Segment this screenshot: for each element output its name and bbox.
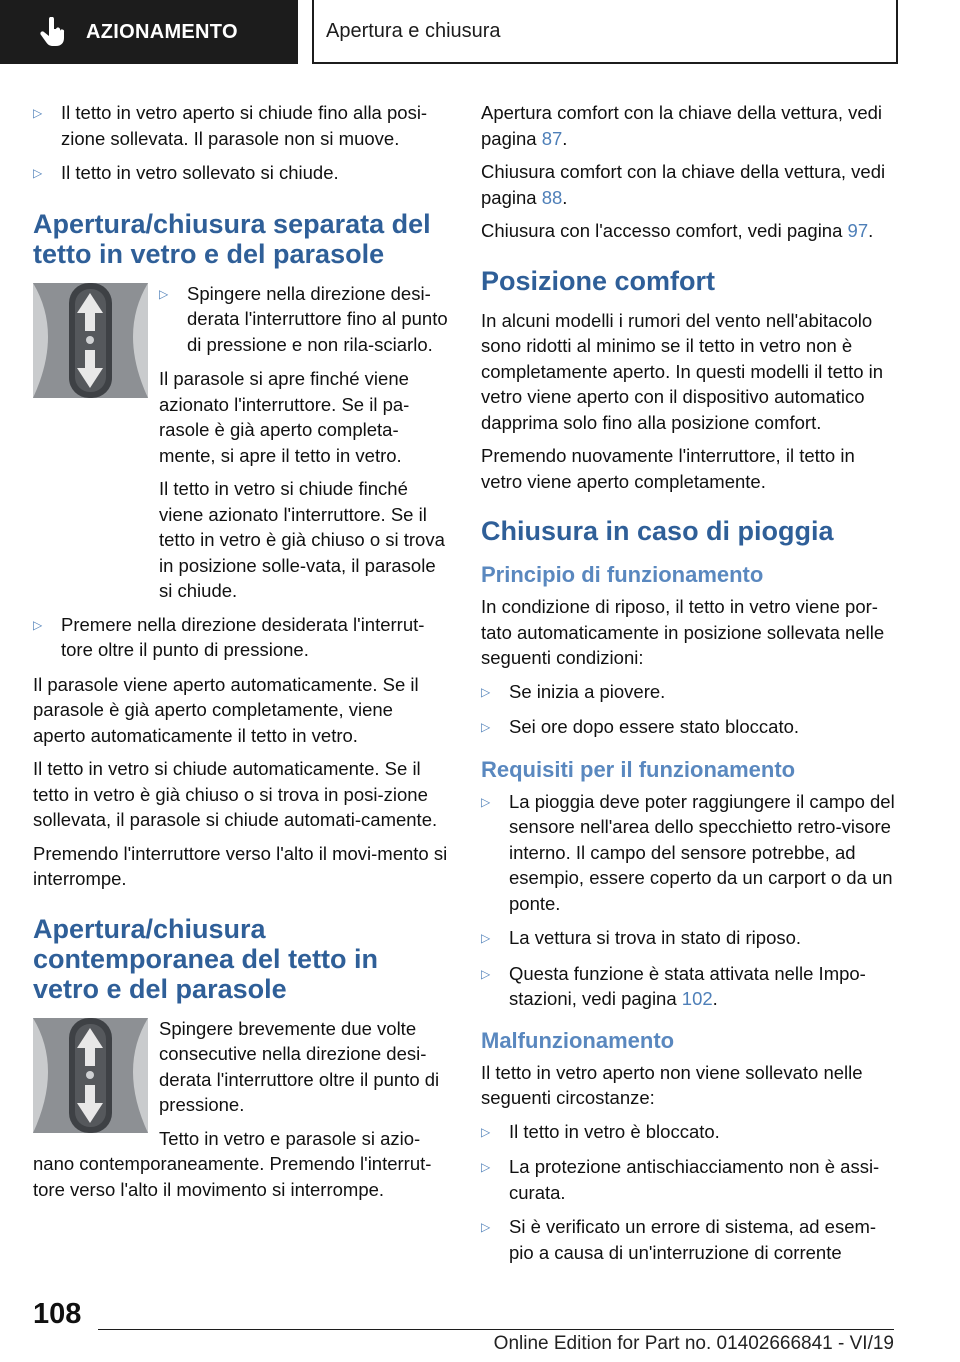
comfort-close-ref: Chiusura comfort con la chiave della vettura, vedi pagina 88. [481, 161, 886, 208]
roof-switch-image [33, 1018, 148, 1133]
list-item: ▷ Questa funzione è stata attivata nelle Impo-stazioni, vedi pagina 102. [481, 961, 899, 1012]
heading-separate: Apertura/chiusura separata del tetto in vetro e del parasole [33, 208, 431, 269]
footer-divider [98, 1329, 894, 1330]
list-item: ▷ Se inizia a piovere. [481, 679, 899, 706]
triangle-right-icon: ▷ [481, 1220, 491, 1234]
heading-requirements: Requisiti per il funzionamento [481, 756, 796, 782]
triangle-right-icon: ▷ [159, 286, 169, 301]
list-item: ▷ Spingere nella direzione desi-derata l'interruttore fino al punto di pressione e non rila-sciarlo. [159, 281, 448, 358]
list-item: ▷ La vettura si trova in stato di riposo. [481, 925, 899, 952]
hand-pointer-icon [40, 17, 66, 47]
triangle-right-icon: ▷ [481, 1160, 491, 1174]
page-link[interactable]: 88 [541, 186, 563, 208]
list-item: ▷ Si è verificato un errore di sistema, ad esem-pio a causa di un'interruzione di corrente [481, 1214, 899, 1265]
list-item: ▷ Il tetto in vetro sollevato si chiude. [33, 160, 448, 187]
chapter-title: Apertura e chiusura [326, 19, 501, 42]
triangle-right-icon: ▷ [481, 720, 491, 734]
heading-rain: Chiusura in caso di pioggia [481, 516, 834, 546]
heading-simultaneous: Apertura/chiusura contemporanea del tetto in vetro e del parasole [33, 913, 379, 1004]
list-item: ▷ Il tetto in vetro è bloccato. [481, 1119, 899, 1146]
triangle-right-icon: ▷ [481, 966, 491, 981]
heading-principle: Principio di funzionamento [481, 562, 764, 587]
triangle-right-icon: ▷ [481, 684, 491, 699]
switch-figure-block: ▷ Spingere nella direzione desi-derata l'interruttore fino al punto di pressione e non rila-sciarlo. Il parasole si apre finché viene azionato l'interruttore. Se il pa-rasole è già aperto completa-mente, si apre il tetto in vetro. Il tetto in vetro si chiude finché viene azionato l'interruttore. Se il tetto in vetro è già chiuso o si trova in posizione solle-vata, il parasole si chiude. [33, 281, 448, 604]
list-item: ▷ La protezione antischiacciamento non è assi-curata. [481, 1154, 899, 1205]
heading-comfort: Posizione comfort [481, 265, 716, 296]
triangle-right-icon: ▷ [481, 1124, 491, 1139]
list-item: ▷ La pioggia deve poter raggiungere il campo del sensore nell'area dello specchietto retro-visore interno. Il campo del sensore potrebbe, ad esempio, essere coperto da un carport o da un ponte. [481, 789, 899, 917]
comfort-access-ref: Chiusura con l'accesso comfort, vedi pagina 97. [481, 220, 874, 241]
comfort-open-ref: Apertura comfort con la chiave della vettura, vedi pagina 87. [481, 102, 883, 149]
right-column: Apertura comfort con la chiave della vettura, vedi pagina 87. Chiusura comfort con la chiave della vettura, vedi pagina 88. Chiusura con l'accesso comfort, vedi pagina 97. Posizione comfort In alcuni modelli i rumori del vento nell'abitacolo sono ridotti al minimo se il tetto in vetro non è completamente aperto. In questi modelli il tetto in vetro viene aperto con il dispositivo automatico dapprima solo fino alla posizione comfort. Premendo nuovamente l'interruttore, il tetto in vetro viene aperto completamente. Chiusura in caso di pioggia Principio di funzionamento In condizione di riposo, il tetto in vetro viene por-tato automaticamente in posizione sollevata nelle seguenti condizioni: ▷ Se inizia a piovere. ▷ Sei ore dopo essere stato bloccato. Requisiti per il funzionamento ▷ La pioggia deve poter raggiungere il campo del sensore nell'area dello specchietto retro-visore interno. Il campo del sensore potrebbe, ad esempio, essere coperto da un carport o da un ponte. ▷ La vettura si trova in stato di riposo. ▷ Questa funzione è stata attivata nelle Impo-stazioni, vedi pagina 102. Malfunzionamento Il tetto in vetro aperto non viene sollevato nelle seguenti circostanze: ▷ Il tetto in vetro è bloccato. ▷ La protezione antischiacciamento non è assi-curata. ▷ Si è verificato un errore di sistema, ad esem-pio a causa di un'interruzione di corrente [481, 100, 899, 1274]
page-link[interactable]: 87 [541, 127, 563, 149]
page-link[interactable]: 97 [847, 220, 869, 241]
triangle-right-icon: ▷ [33, 166, 43, 180]
edition-footer: Online Edition for Part no. 01402666841 - VI/19 [493, 1333, 894, 1354]
left-column: ▷ Il tetto in vetro aperto si chiude fino alla posi-zione sollevata. Il parasole non si muove. ▷ Il tetto in vetro sollevato si chiude. Apertura/chiusura separata del tetto in vetro e del parasole ▷ Spingere nella direzione desi-derata l'interruttore fino al punto di pressione e non rila-sciarlo. Il parasole si apre finché viene azionato l'interruttore. Se il pa-rasole è già aperto completa-mente, si apre il tetto in vetro. Il tetto in vetro si chiude finché viene azionato l'interruttore. Se il tetto in vetro è già chiuso o si trova in posizione solle-vata, il parasole si chiude. ▷ Premere nella direzione desiderata l'interrut-tore oltre il punto di pressione. Il parasole viene aperto automaticamente. Se il parasole è già aperto completamente, viene aperto automaticamente il tetto in vetro. Il tetto in vetro si chiude automaticamente. Se il tetto in vetro è già chiuso o si trova in posi-zione sollevata, il parasole si chiude automati-camente. Premendo l'interruttore verso l'alto il movi-mento si interrompe. Apertura/chiusura contemporanea del tetto in vetro e del parasole Spingere brevemente due volte consecutive nella direzione desi-derata l'interruttore oltre il punto di pressione. Tetto in vetro e parasole si azio-nano contemporaneamente. Premendo l'interrut-tore verso l'alto il movimento si interrompe. [33, 100, 448, 1210]
section-tab [0, 0, 298, 64]
triangle-right-icon: ▷ [33, 106, 43, 120]
triangle-right-icon: ▷ [481, 794, 491, 809]
section-title: AZIONAMENTO [86, 20, 238, 43]
list-item: ▷ Premere nella direzione desiderata l'interrut-tore oltre il punto di pressione. [33, 612, 448, 663]
heading-malfunction: Malfunzionamento [481, 1027, 675, 1053]
list-item: ▷ Sei ore dopo essere stato bloccato. [481, 714, 899, 741]
roof-switch-image [33, 283, 148, 398]
triangle-right-icon: ▷ [481, 931, 491, 945]
switch-figure-block-2: Spingere brevemente due volte consecutive nella direzione desi-derata l'interruttore oltre il punto di pressione. Tetto in vetro e parasole si azio-nano contemporaneamente. Premendo l'interrut-tore verso l'alto il movimento si interrompe. [33, 1017, 440, 1200]
triangle-right-icon: ▷ [33, 617, 43, 632]
list-item: ▷ Il tetto in vetro aperto si chiude fino alla posi-zione sollevata. Il parasole non si muove. [33, 100, 448, 151]
page-link[interactable]: 102 [681, 988, 713, 1009]
chapter-header [312, 0, 898, 64]
page-number: 108 [33, 1298, 82, 1330]
